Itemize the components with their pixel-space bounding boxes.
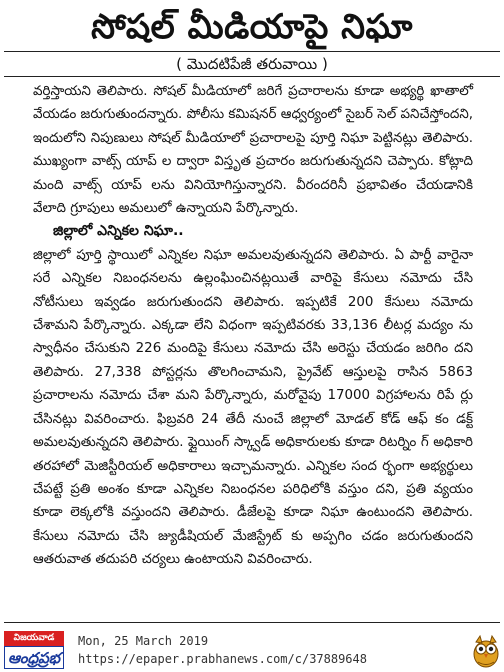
newspaper-logo[interactable]: [4, 631, 64, 669]
publication-date: Mon, 25 March 2019: [78, 634, 209, 648]
article-body: [33, 80, 473, 572]
footer-rule: [4, 622, 500, 623]
section-heading: జిల్లాలో ఎన్నికల నిఘా..: [53, 223, 184, 240]
owl-mascot-icon: [472, 634, 500, 668]
clipping-url[interactable]: https://epaper.prabhanews.com/c/37889648: [78, 652, 367, 666]
headline: సోషల్ మీడియాపై నిఘా: [91, 7, 413, 47]
continuation-note: ( మొదటిపేజీ తరువాయి ): [176, 55, 328, 73]
logo-title: ఆంధ్రప్రభ: [4, 646, 64, 669]
headline-rule-bottom: [4, 76, 500, 77]
paragraph-1: వర్తిస్తాయని తెలిపారు. సోషల్ మీడియాలో జరిగే ప్రచారాలను కూడా అభ్యర్థి ఖాతాలో వేయడం జరుగుతుందన్నారు. పోలీసు కమిషనర్ ఆధ్వర్యంలో సైబర్ సెల్ పనిచేస్తోందని, ఇందులోని నిపుణులు సోషల్ మీడియాలో ప్రచారాలపై పూర్తి నిఘా పెట్టినట్లు తెలిపారు. ముఖ్యంగా వాట్స్ యాప్ ల ద్వారా విస్తృత ప్రచారం జరుగుతున్నదని చెప్పారు. కోట్లాది మంది వాట్స్ యాప్ లను వినియోగిస్తున్నారని. వీరందరినీ ప్రభావితం చేయడానికి వేలాది గ్రూపులు అమలులో ఉన్నాయని పేర్కొన్నారు.: [33, 84, 473, 217]
headline-rule-top: [4, 51, 500, 52]
logo-edition-label: విజయవాడ: [4, 631, 64, 646]
paragraph-2: జిల్లాలో పూర్తి స్థాయిలో ఎన్నికల నిఘా అమలవుతున్నదని తెలిపారు. ఏ పార్టీ వారైనా సరే ఎన్నికల నిబంధనలను ఉల్లంఘించినట్లయితే వారిపై కేసులు నమోదు చేసి నోటీసులు ఇవ్వడం జరుగుతుందని తెలిపారు. ఇప్పటికే 200 కేసులు నమోదు చేశామని పేర్కొన్నారు. ఎక్కడా లేని విధంగా ఇప్పటివరకు 33,136 లీటర్ల మద్యం ను స్వాధీనం చేసుకుని 226 మందిపై కేసులు నమోదు చేసి అరెస్టు చేయడం జరిగిం దని తెలిపారు. 27,338 పోస్టర్లను తొలగించామని, ప్రైవేట్ ఆస్తులపై రాసిన 5863 ప్రచారాలను నమోదు చేశా మని పేర్కొన్నారు, మరోవైపు 17000 విగ్రహాలను రిపే ర్లు చేసినట్లు వివరించారు. ఫిబ్రవరి 24 తేదీ నుంచే జిల్లాలో మోడల్ కోడ్ ఆఫ్ కం డక్ట్ అమలవుతున్నదని తెలిపారు. ఫ్లైయింగ్ స్క్వాడ్ అధికారులకు కూడా రిటర్నిం గ్ అధికారి తరహాలో మెజిస్టీరియల్ అధికారాలు ఇచ్చామన్నారు. ఎన్నికల సంద ర్భంగా అభ్యర్థులు చేపట్టే ప్రతి అంశం కూడా ఎన్నికల నిబంధనల పరిధిలోకి వస్తుం దని, ప్రతి వ్యయం కూడా లెక్కలోకి వస్తుందని తెలిపారు. డీజేలపై కూడా నిఘా ఉంటుందని తెలిపారు. కేసులు నమోదు చేసి జ్యుడీషియల్ మేజిస్ట్రేట్ కు అప్పగిం చడం జరుగుతుందని ఆతరువాత తదుపరి చర్యలు ఉంటాయని వివరించారు.: [33, 247, 473, 568]
